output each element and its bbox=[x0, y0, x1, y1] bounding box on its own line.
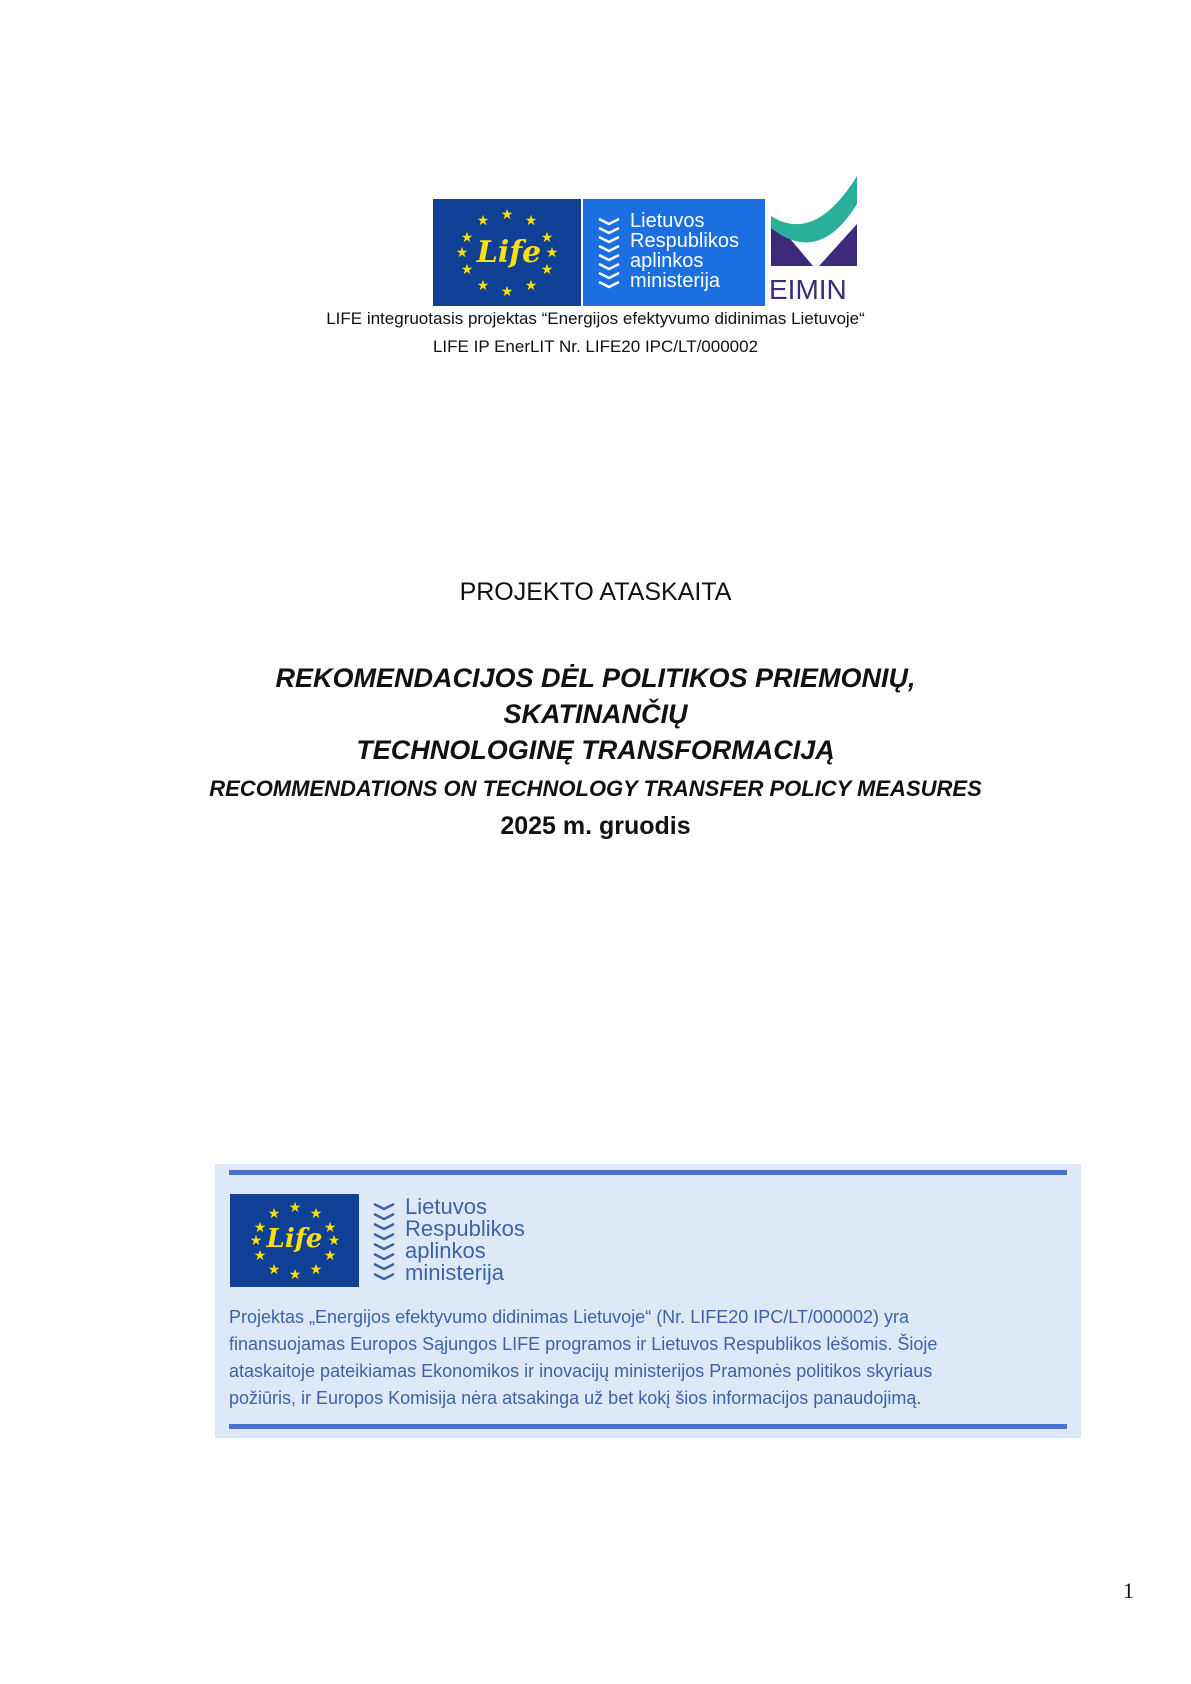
ministry-emblem-icon bbox=[597, 215, 621, 289]
star-icon: ★ bbox=[323, 1248, 337, 1264]
eu-life-logo bbox=[433, 199, 581, 306]
star-icon: ★ bbox=[323, 1220, 337, 1236]
life-wordmark: Life bbox=[476, 235, 542, 270]
ministry-line: Respublikos bbox=[630, 230, 739, 252]
star-icon: ★ bbox=[500, 284, 514, 300]
document-title-lt bbox=[180, 660, 1011, 768]
star-icon: ★ bbox=[500, 207, 514, 223]
report-type: PROJEKTO ATASKAITA bbox=[459, 578, 732, 606]
ministry-line: ministerija bbox=[405, 1260, 505, 1285]
eimin-logo bbox=[767, 176, 863, 306]
star-icon: ★ bbox=[524, 278, 538, 294]
ministry-line: Lietuvos bbox=[630, 210, 705, 232]
star-icon: ★ bbox=[476, 213, 490, 229]
star-icon: ★ bbox=[545, 245, 559, 261]
title-lt-line: REKOMENDACIJOS DĖL POLITIKOS PRIEMONIŲ, SKATINANČIŲ bbox=[275, 663, 916, 729]
eu-life-logo bbox=[230, 1194, 359, 1287]
ministry-name bbox=[630, 211, 739, 291]
star-icon: ★ bbox=[455, 245, 469, 261]
star-icon: ★ bbox=[540, 262, 554, 278]
divider bbox=[229, 1170, 1067, 1175]
ministry-line: Respublikos bbox=[405, 1216, 525, 1241]
life-wordmark: Life bbox=[266, 1224, 323, 1254]
ministry-logo bbox=[583, 199, 765, 306]
star-icon: ★ bbox=[288, 1267, 302, 1283]
document-date: 2025 m. gruodis bbox=[500, 812, 691, 840]
star-icon: ★ bbox=[309, 1262, 323, 1278]
funding-line: ataskaitoje pateikiamas Ekonomikos ir inovacijų ministerijos Pramonės politikos skyriaus bbox=[229, 1361, 933, 1381]
ministry-emblem-icon bbox=[372, 1200, 396, 1280]
star-icon: ★ bbox=[540, 230, 554, 246]
star-icon: ★ bbox=[460, 262, 474, 278]
page-number: 1 bbox=[1123, 1578, 1134, 1603]
star-icon: ★ bbox=[267, 1262, 281, 1278]
funding-notice-box bbox=[215, 1164, 1081, 1438]
document-title-en: RECOMMENDATIONS ON TECHNOLOGY TRANSFER POLICY MEASURES bbox=[209, 776, 982, 801]
star-icon: ★ bbox=[327, 1233, 341, 1249]
ministry-line: Lietuvos bbox=[405, 1194, 487, 1219]
star-icon: ★ bbox=[253, 1220, 267, 1236]
funding-line: Projektas „Energijos efektyvumo didinimas Lietuvoje“ (Nr. LIFE20 IPC/LT/000002) yra bbox=[229, 1307, 909, 1327]
star-icon: ★ bbox=[249, 1233, 263, 1249]
title-lt-line: TECHNOLOGINĘ TRANSFORMACIJĄ bbox=[356, 735, 835, 765]
star-icon: ★ bbox=[460, 230, 474, 246]
divider bbox=[229, 1424, 1067, 1429]
star-icon: ★ bbox=[476, 278, 490, 294]
star-icon: ★ bbox=[253, 1248, 267, 1264]
ministry-line: ministerija bbox=[630, 270, 721, 292]
ministry-line: aplinkos bbox=[630, 250, 704, 272]
star-icon: ★ bbox=[524, 213, 538, 229]
star-icon: ★ bbox=[309, 1206, 323, 1222]
eimin-emblem-icon bbox=[767, 176, 863, 272]
funding-notice-text bbox=[229, 1304, 1079, 1412]
project-title-line: LIFE integruotasis projektas “Energijos efektyvumo didinimas Lietuvoje“ bbox=[326, 309, 865, 328]
funding-line: požiūris, ir Europos Komisija nėra atsakinga už bet kokį šios informacijos panaudojimą. bbox=[229, 1388, 922, 1408]
eimin-wordmark: EIMIN bbox=[769, 274, 847, 305]
ministry-name bbox=[405, 1196, 525, 1284]
project-number-line: LIFE IP EnerLIT Nr. LIFE20 IPC/LT/000002 bbox=[432, 337, 759, 356]
ministry-line: aplinkos bbox=[405, 1238, 486, 1263]
funding-line: finansuojamas Europos Sąjungos LIFE programos ir Lietuvos Respublikos lėšomis. Šioje bbox=[229, 1334, 938, 1354]
star-icon: ★ bbox=[288, 1200, 302, 1216]
star-icon: ★ bbox=[267, 1206, 281, 1222]
header-logo-strip bbox=[433, 176, 863, 306]
